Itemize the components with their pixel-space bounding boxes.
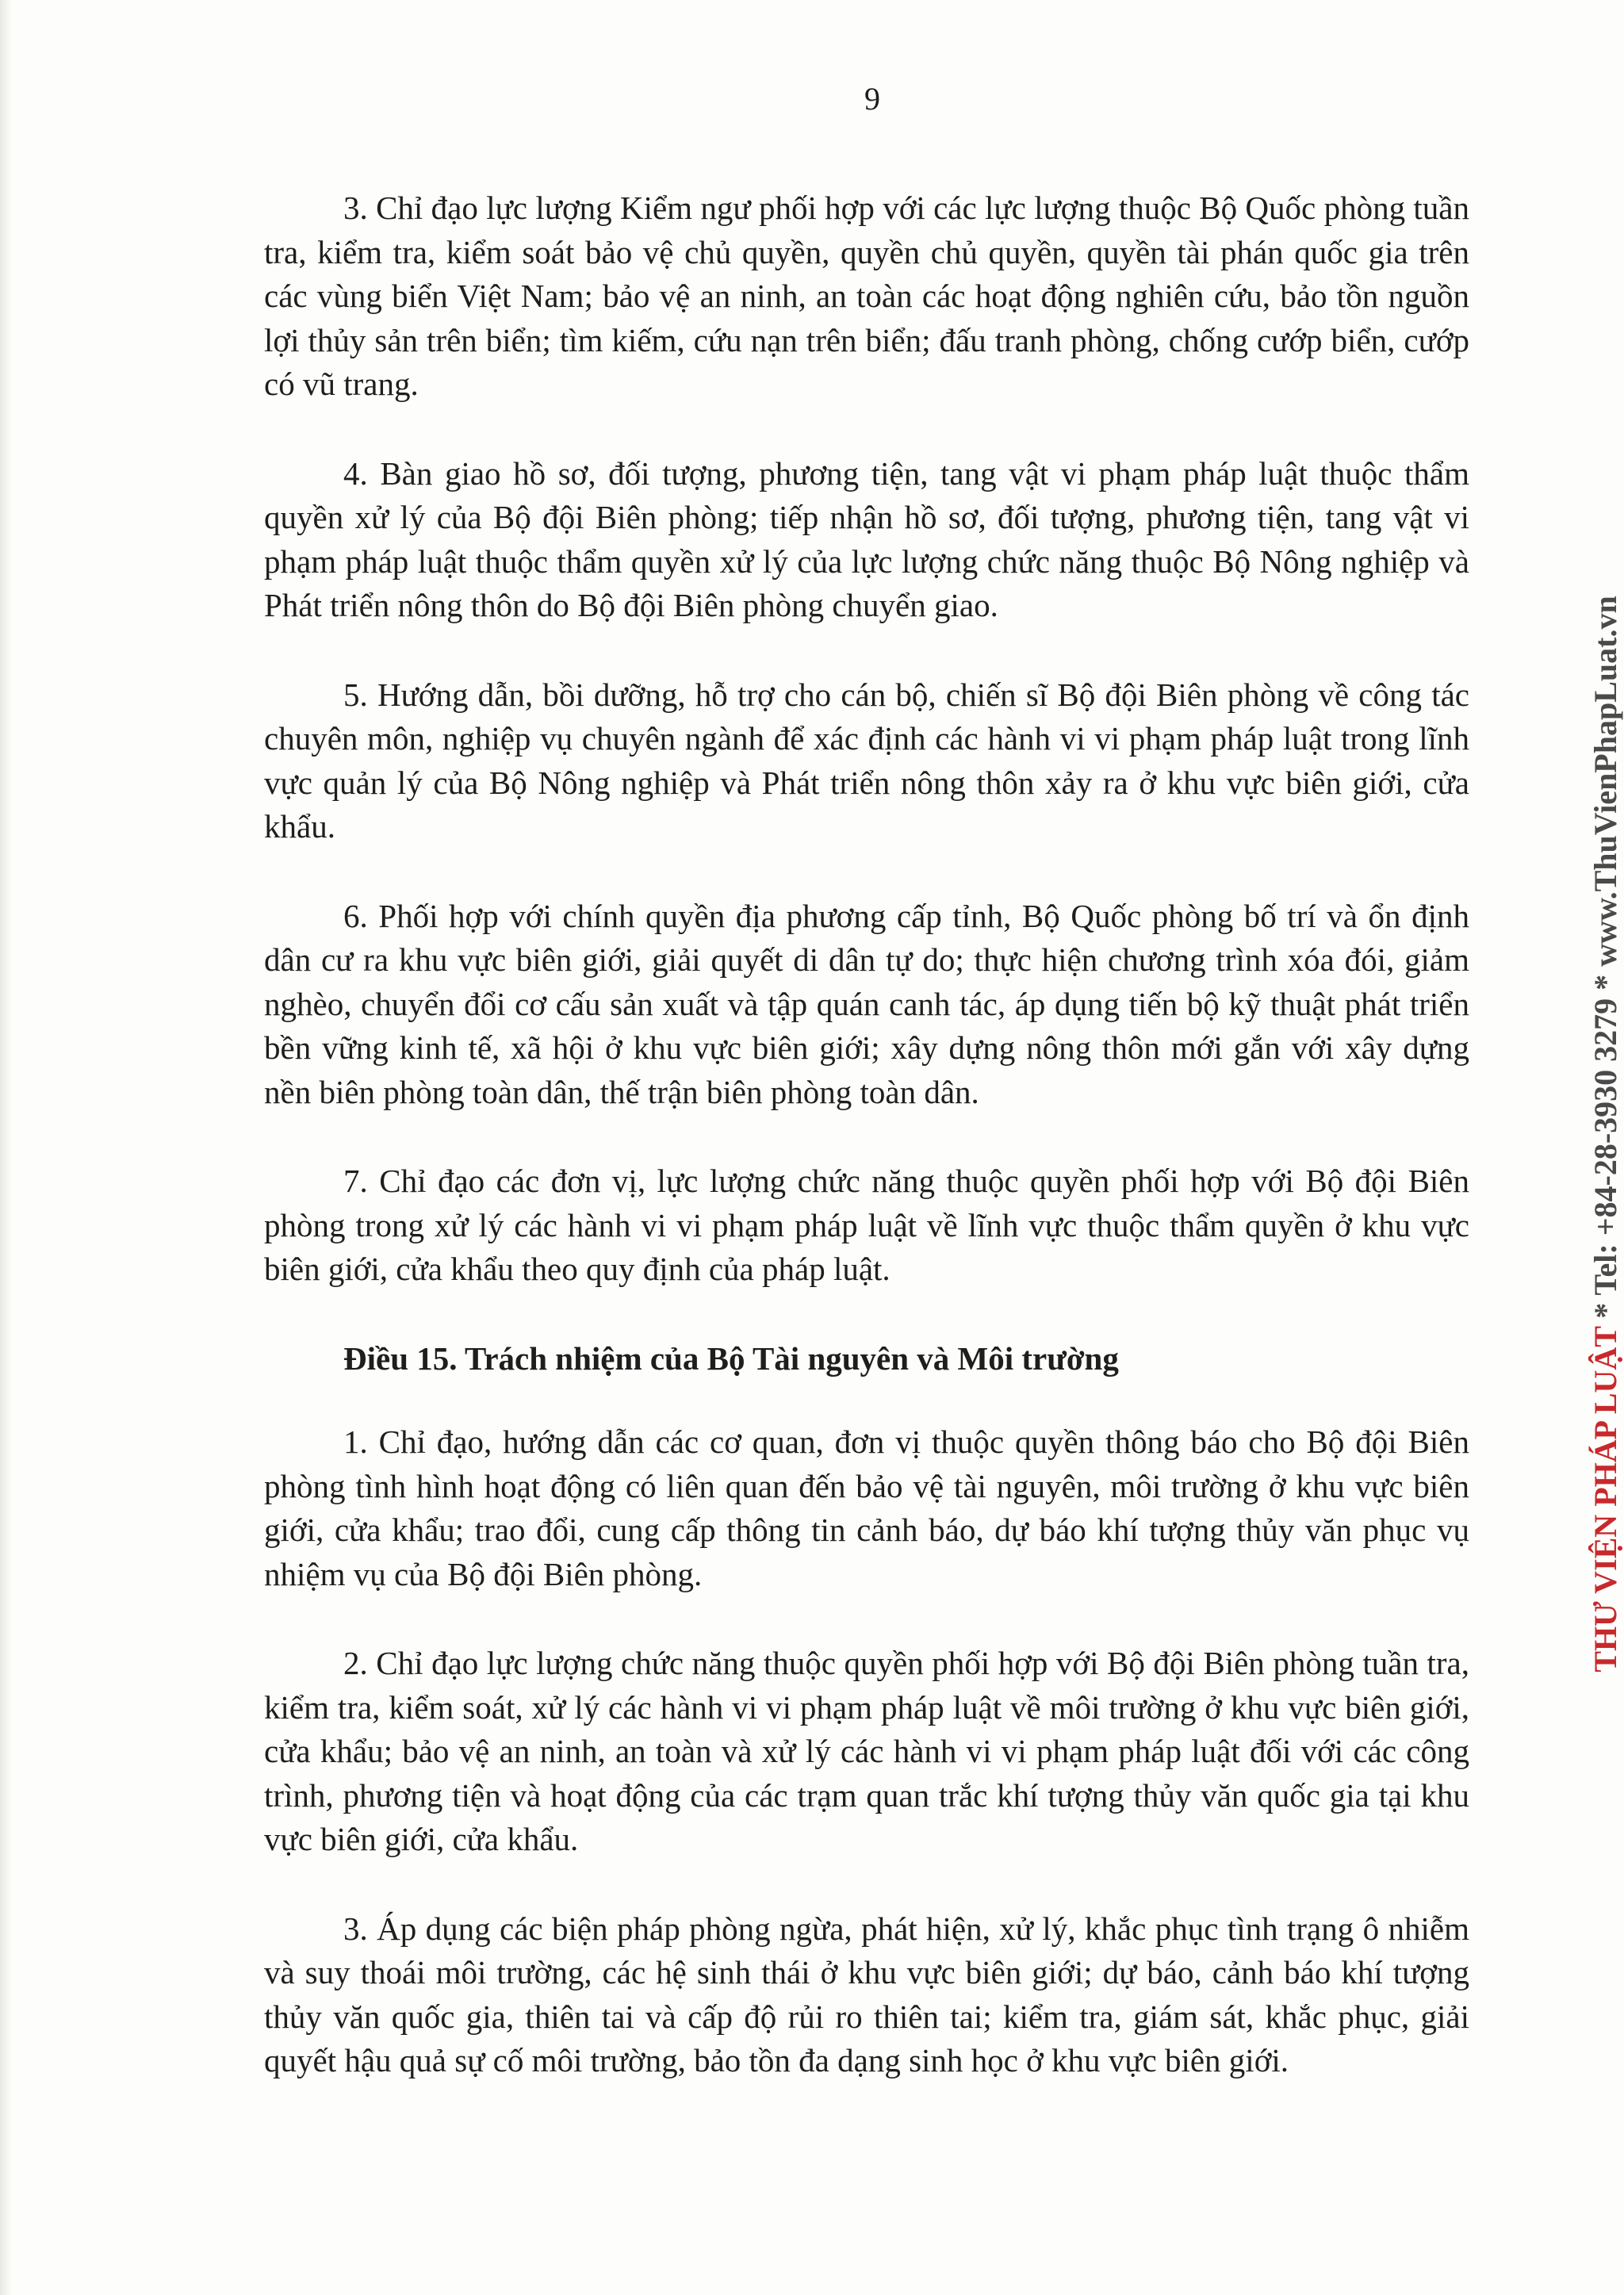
page-number: 9 <box>864 81 880 117</box>
paragraph-clause-3: 3. Chỉ đạo lực lượng Kiểm ngư phối hợp với các lực lượng thuộc Bộ Quốc phòng tuần tra, kiểm tra, kiểm soát bảo vệ chủ quyền, quyền chủ quyền, quyền tài phán quốc gia trên các vùng biển Việt Nam; bảo vệ an ninh, an toàn các hoạt động nghiên cứu, bảo tồn nguồn lợi thủy sản trên biển; tìm kiếm, cứu nạn trên biển; đấu tranh phòng, chống cướp biển, cướp có vũ trang. <box>264 190 1469 402</box>
paragraph-clause-4: 4. Bàn giao hồ sơ, đối tượng, phương tiện, tang vật vi phạm pháp luật thuộc thẩm quyền xử lý của Bộ đội Biên phòng; tiếp nhận hồ sơ, đối tượng, phương tiện, tang vật vi phạm pháp luật thuộc thẩm quyền xử lý của lực lượng chức năng thuộc Bộ Nông nghiệp và Phát triển nông thôn do Bộ đội Biên phòng chuyển giao. <box>264 454 1469 623</box>
article-15-clause-2: 2. Chỉ đạo lực lượng chức năng thuộc quyền phối hợp với Bộ đội Biên phòng tuần tra, kiểm tra, kiểm soát, xử lý các hành vi vi phạm pháp luật về môi trường ở khu vực biên giới, cửa khẩu; bảo vệ an ninh, an toàn và xử lý các hành vi vi phạm pháp luật đối với các công trình, phương tiện và hoạt động của các trạm quan trắc khí tượng thủy văn quốc gia tại khu vực biên giới, cửa khẩu. <box>264 1645 1469 1857</box>
watermark-contact: * Tel: +84-28-3930 3279 * www.ThuVienPhapLuat.vn <box>1588 596 1623 1327</box>
watermark-text <box>1588 596 1623 1672</box>
article-15-clause-1: 1. Chỉ đạo, hướng dẫn các cơ quan, đơn vị thuộc quyền thông báo cho Bộ đội Biên phòng tình hình hoạt động có liên quan đến bảo vệ tài nguyên, môi trường ở khu vực biên giới, cửa khẩu; trao đổi, cung cấp thông tin cảnh báo, dự báo khí tượng thủy văn phục vụ nhiệm vụ của Bộ đội Biên phòng. <box>264 1423 1469 1592</box>
paragraph-clause-7: 7. Chỉ đạo các đơn vị, lực lượng chức năng thuộc quyền phối hợp với Bộ đội Biên phòng trong xử lý các hành vi vi phạm pháp luật về lĩnh vực thuộc thẩm quyền ở khu vực biên giới, cửa khẩu theo quy định của pháp luật. <box>264 1163 1469 1287</box>
paragraph-clause-6: 6. Phối hợp với chính quyền địa phương cấp tỉnh, Bộ Quốc phòng bố trí và ổn định dân cư ra khu vực biên giới, giải quyết di dân tự do; thực hiện chương trình xóa đói, giảm nghèo, chuyển đổi cơ cấu sản xuất và tập quán canh tác, áp dụng tiến bộ kỹ thuật phát triển bền vững kinh tế, xã hội ở khu vực biên giới; xây dựng nông thôn mới gắn với xây dựng nền biên phòng toàn dân, thế trận biên phòng toàn dân. <box>264 897 1469 1110</box>
watermark-brand: THƯ VIỆN PHÁP LUẬT <box>1588 1326 1623 1672</box>
article-15-clause-3: 3. Áp dụng các biện pháp phòng ngừa, phát hiện, xử lý, khắc phục tình trạng ô nhiễm và suy thoái môi trường, các hệ sinh thái ở khu vực biên giới; dự báo, cảnh báo khí tượng thủy văn quốc gia, thiên tai và cấp độ rủi ro thiên tai; kiểm tra, giám sát, khắc phục, giải quyết hậu quả sự cố môi trường, bảo tồn đa dạng sinh học ở khu vực biên giới. <box>264 1910 1469 2079</box>
page-edge-shadow <box>0 0 11 2295</box>
article-15-heading: Điều 15. Trách nhiệm của Bộ Tài nguyên và Môi trường <box>343 1339 1119 1377</box>
document-body <box>264 186 1469 2128</box>
paragraph-clause-5: 5. Hướng dẫn, bồi dưỡng, hỗ trợ cho cán bộ, chiến sĩ Bộ đội Biên phòng về công tác chuyên môn, nghiệp vụ chuyên ngành để xác định các hành vi vi phạm pháp luật trong lĩnh vực quản lý của Bộ Nông nghiệp và Phát triển nông thôn xảy ra ở khu vực biên giới, cửa khẩu. <box>264 676 1469 845</box>
